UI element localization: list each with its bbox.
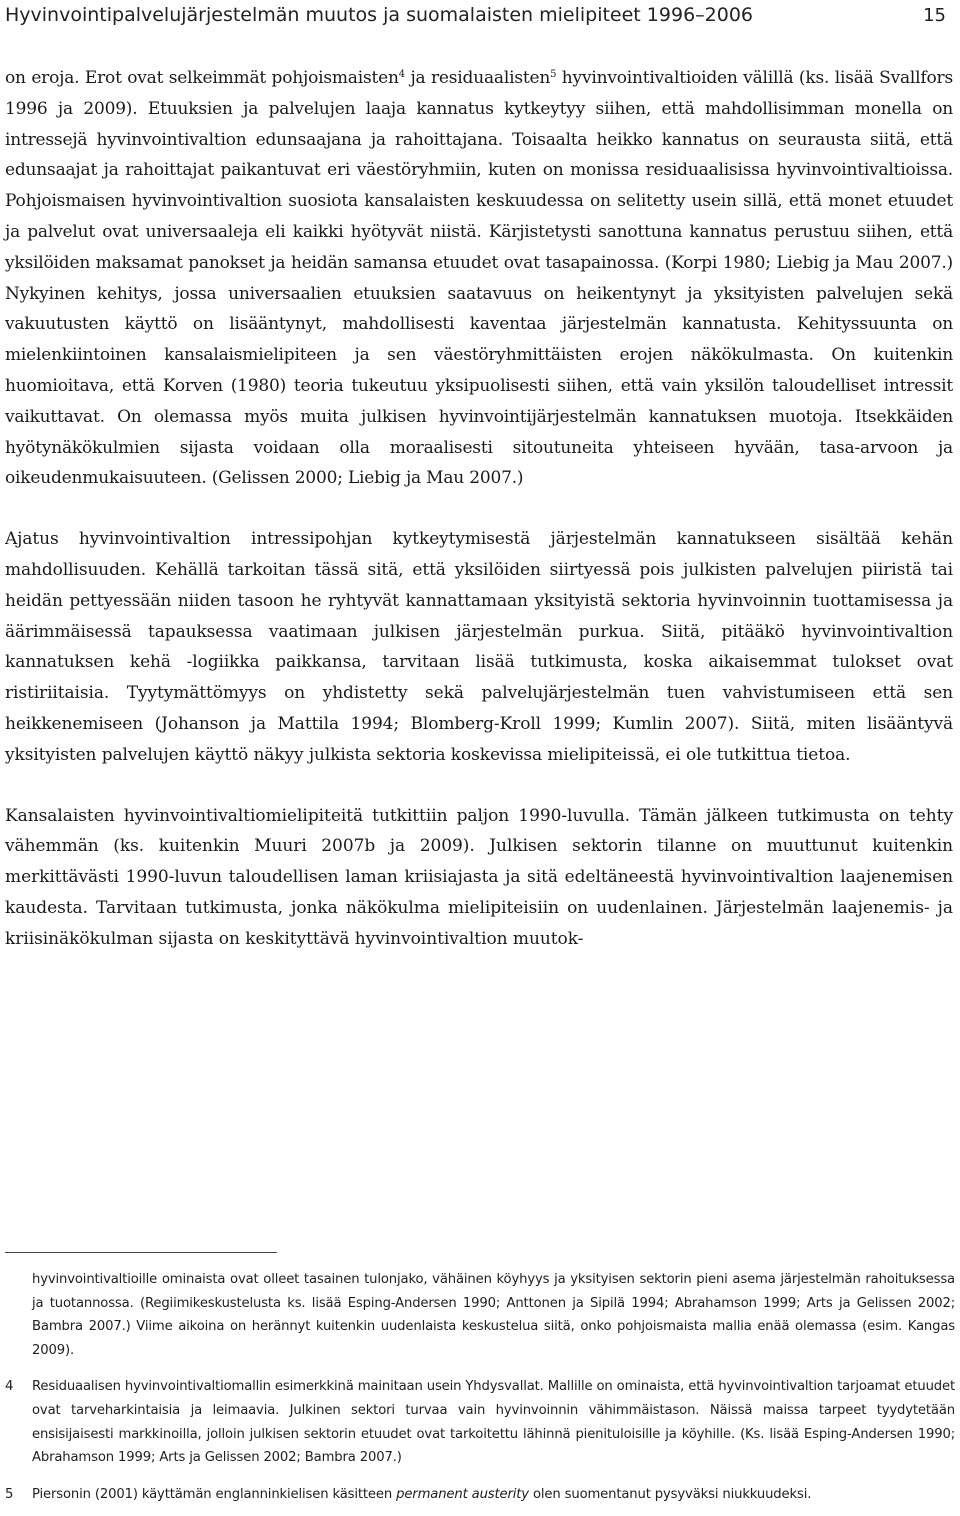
footnote-5	[5, 1483, 955, 1507]
page-number: 15	[923, 4, 946, 26]
footnote-continuation-text: hyvinvointivaltioille ominaista ovat olleet tasainen tulonjako, vähäinen köyhyys ja yksityisen sektorin pieni asema järjestelmän rahoituksessa ja tuotannossa. (Regiimikeskustelusta ks. lisää Esping-Andersen 1990; Anttonen ja Sipilä 1994; Abrahamson 1999; Arts ja Gelissen 2002; Bambra 2007.) Viime aikoina on herännyt kuitenkin uudenlaista keskustelua siitä, onko pohjoismaista mallia enää olemassa (esim. Kangas 2009).	[32, 1272, 955, 1358]
footnote-ref-4[interactable]: 4	[398, 69, 405, 80]
paragraph-3: Kansalaisten hyvinvointivaltiomielipiteitä tutkittiin paljon 1990-luvulla. Tämän jälkeen tutkimusta on tehty vähemmän (ks. kuitenkin Muuri 2007b ja 2009). Julkisen sektorin tilanne on muuttunut kuitenkin merkittävästi 1990-luvun taloudellisen laman kriisiajasta ja sitä edeltäneestä hyvinvointivaltion laajenemisen kaudesta. Tarvitaan tutkimusta, jonka näkökulma mielipiteisiin on uudenlainen. Järjestelmän laajenemis- ja kriisinäkökulman sijasta on keskityttävä hyvinvointivaltion muutok-	[5, 805, 953, 949]
footnote-ref-5[interactable]: 5	[550, 69, 557, 80]
footnote-5-term: permanent austerity	[396, 1486, 529, 1502]
footnote-5-part-b: olen suomentanut pysyväksi niukkuudeksi.	[528, 1486, 812, 1502]
footnote-5-text	[32, 1483, 955, 1507]
footnote-5-number: 5	[5, 1486, 14, 1502]
body-text	[5, 63, 953, 955]
footnote-4	[5, 1375, 955, 1469]
footnotes	[5, 1268, 955, 1506]
footnote-continuation	[5, 1268, 955, 1362]
footnote-5-part-a: Piersonin (2001) käyttämän englanninkielisen käsitteen	[32, 1486, 397, 1502]
paragraph-1-part-c: hyvinvointivaltioiden välillä (ks. lisää Svallfors 1996 ja 2009). Etuuksien ja palvelujen laaja kannatus kytkeytyy siihen, että mahdollisimman monella on intressejä hyvinvointivaltion edunsaajana ja rahoittajana. Toisaalta heikko kannatus on seurausta siitä, että edunsaajat ja rahoittajat paikantuvat eri väestöryhmiin, kuten on monissa residuaalisissa hyvinvointivaltioissa. Pohjoismaisen hyvinvointivaltion suosiota kansalaisten keskuudessa on selitetty usein sillä, että monet etuudet ja palvelut ovat universaaleja eli kaikki hyötyvät niistä. Kärjistetysti sanottuna kannatus perustuu siihen, että yksilöiden maksamat panokset ja heidän samansa etuudet ovat tasapainossa. (Korpi 1980; Liebig ja Mau 2007.) Nykyinen kehitys, jossa universaalien etuuksien saatavuus on heikentynyt ja yksityisten palvelujen sekä vakuutusten käyttö on lisääntynyt, mahdollisesti kaventaa järjestelmän kannatusta. Kehityssuunta on mielenkiintoinen kansalaismielipiteen ja sen väestöryhmittäisten erojen näkökulmasta. On kuitenkin huomioitava, että Korven (1980) teoria tukeutuu yksipuolisesti siihen, että vain yksilön taloudelliset intressit vaikuttavat. On olemassa myös muita julkisen hyvinvointijärjestelmän kannatuksen muotoja. Itsekkäiden hyötynäkökulmien sijasta voidaan olla moraalisesti sitoutuneita yhteiseen hyvään, tasa-arvoon ja oikeudenmukaisuuteen. (Gelissen 2000; Liebig ja Mau 2007.)	[5, 68, 953, 489]
paragraph-1-part-a: on eroja. Erot ovat selkeimmät pohjoismaisten	[5, 68, 399, 88]
footnote-4-text: Residuaalisen hyvinvointivaltiomallin esimerkkinä mainitaan usein Yhdysvallat. Mallille on ominaista, että hyvinvointivaltion tarjoamat etuudet ovat tarveharkintaisia ja leimaavia. Julkinen sektori turvaa vain hyvinvoinnin vähimmäistason. Näissä maissa tarpeet tyydytetään ensisijaisesti markkinoilla, jolloin julkisen sektorin etuudet ovat tarkoitettu lähinnä pienituloisille ja köyhille. (Ks. lisää Esping-Andersen 1990; Abrahamson 1999; Arts ja Gelissen 2002; Bambra 2007.)	[32, 1379, 955, 1466]
running-title: Hyvinvointipalvelujärjestelmän muutos ja suomalaisten mielipiteet 1996–2006	[5, 4, 754, 26]
paragraph-2: Ajatus hyvinvointivaltion intressipohjan kytkeytymisestä järjestelmän kannatukseen sisältää kehän mahdollisuuden. Kehällä tarkoitan tässä sitä, että yksilöiden siirtyessä pois julkisten palvelujen piiristä tai heidän pettyessään niiden tasoon he ryhtyvät kannattamaan yksityistä sektoria hyvinvoinnin tuottamisessa ja äärimmäisessä tapauksessa vaatimaan julkisen järjestelmän purkua. Siitä, pitääkö hyvinvointivaltion kannatuksen kehä -logiikka paikkansa, tarvitaan lisää tutkimusta, koska aikaisemmat tulokset ovat ristiriitaisia. Tyytymättömyys on yhdistetty sekä palvelujärjestelmän tuen vahvistumiseen että sen heikkenemiseen (Johanson ja Mattila 1994; Blomberg-Kroll 1999; Kumlin 2007). Siitä, miten lisääntyvä yksityisten palvelujen käyttö näkyy julkista sektoria koskevissa mielipiteissä, ei ole tutkittua tietoa.	[5, 529, 953, 765]
footnote-continuation-indent	[5, 1268, 32, 1362]
paragraph-1	[5, 63, 953, 494]
paragraph-1-part-b: ja residuaalisten	[404, 68, 551, 88]
running-head	[5, 0, 946, 30]
footnote-4-number: 4	[5, 1379, 14, 1395]
footnote-separator	[5, 1252, 277, 1253]
